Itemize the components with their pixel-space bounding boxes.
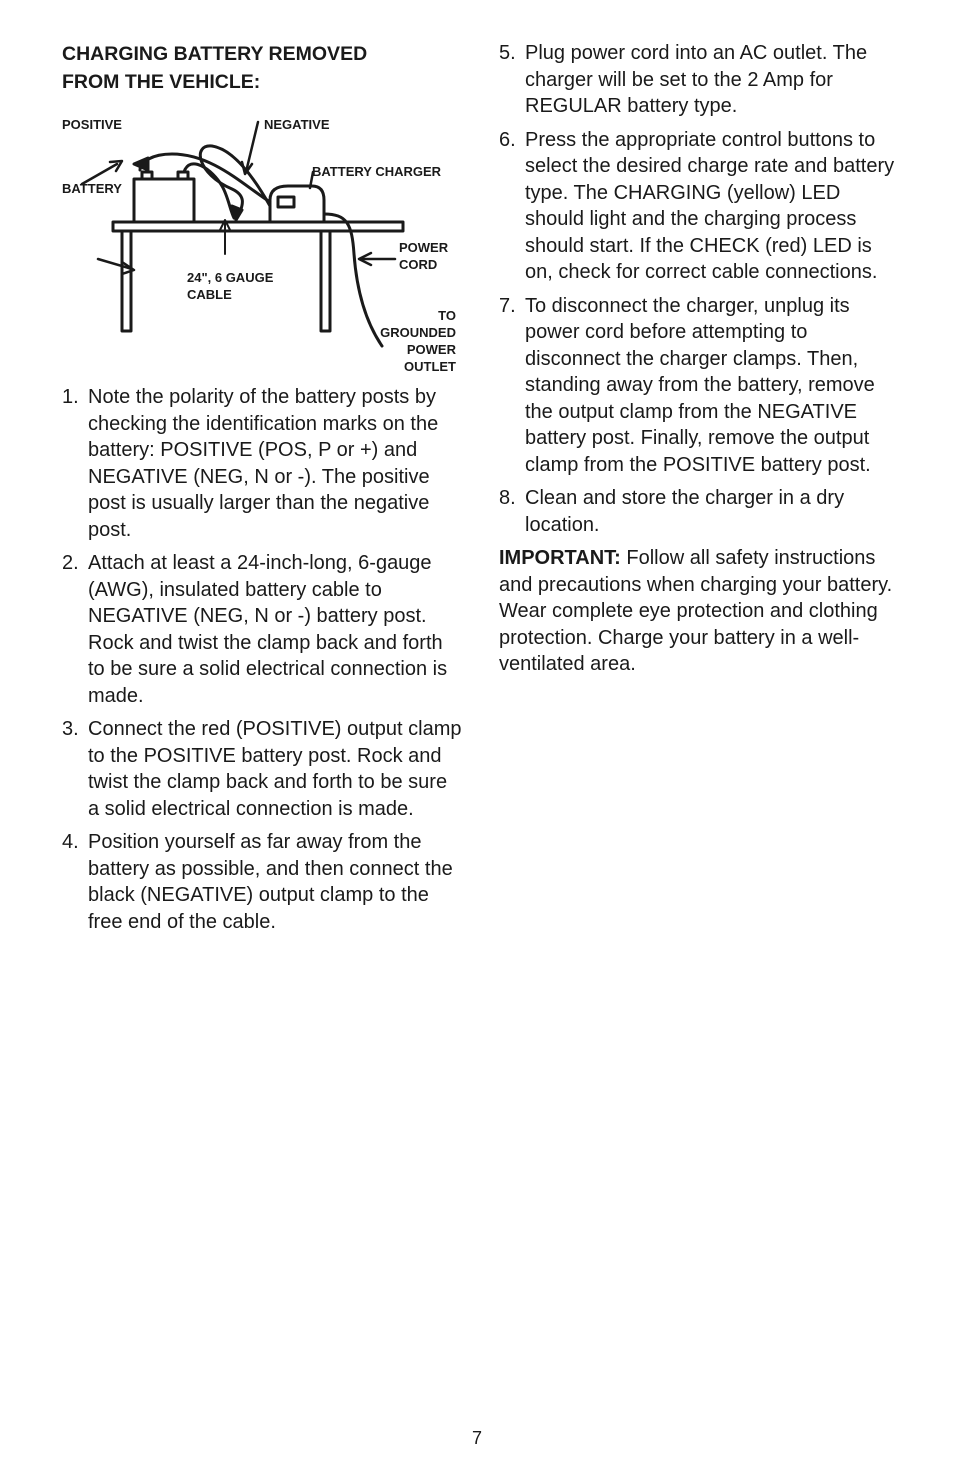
list-item — [499, 40, 899, 120]
step-number: 5. — [499, 42, 516, 64]
charging-diagram — [62, 114, 462, 384]
step-text: Clean and store the charger in a dry location. — [525, 487, 845, 536]
step-text: Press the appropriate control buttons to select the desired charge rate and battery type. The CHARGING (yellow) LED should light and the charging process should start. If the CHECK (red) LED is on, check for correct cable connections. — [525, 128, 895, 283]
step-number: 3. — [62, 718, 79, 740]
power-cord-label: POWER CORD — [399, 240, 449, 272]
step-number: 7. — [499, 294, 516, 317]
battery-label: BATTERY — [62, 181, 122, 196]
important-text: Follow all safety instructions and precautions when charging your battery. Wear complete eye protection and clothing protection. Charge your battery in a well-ventilated area. — [499, 547, 893, 675]
list-item — [62, 829, 462, 935]
left-step-list — [62, 384, 462, 935]
list-item — [62, 550, 462, 709]
outlet-label: TO GROUNDED POWER OUTLET — [380, 308, 456, 374]
list-item — [499, 293, 899, 479]
step-text: Connect the red (POSITIVE) output clamp to the POSITIVE battery post. Rock and twist the clamp back and forth to be sure a solid electrical connection is made. — [88, 718, 462, 820]
step-number: 8. — [499, 487, 516, 509]
right-column — [499, 40, 899, 678]
step-number: 1. — [62, 386, 79, 408]
list-item — [62, 384, 462, 543]
list-item — [499, 485, 899, 538]
important-note — [499, 545, 899, 678]
section-heading: CHARGING BATTERY REMOVED FROM THE VEHICLE: — [62, 43, 368, 93]
right-step-list — [499, 40, 899, 538]
list-item — [62, 716, 462, 822]
step-number: 2. — [62, 552, 79, 574]
left-column — [62, 40, 462, 942]
page-number: 7 — [471, 1428, 482, 1448]
step-text: Position yourself as far away from the battery as possible, and then connect the black (NEGATIVE) output clamp to the free end of the cable. — [88, 831, 453, 933]
positive-label: POSITIVE — [62, 117, 122, 132]
cable-label: 24", 6 GAUGE CABLE — [187, 270, 274, 302]
step-number: 6. — [499, 128, 516, 151]
step-text: Note the polarity of the battery posts by checking the identification marks on the battery: POSITIVE (POS, P or +) and NEGATIVE (NEG, N or -). The positive post is usually larger than the negative post. — [88, 386, 439, 541]
list-item — [499, 127, 899, 286]
battery-charger-label: BATTERY CHARGER — [312, 164, 442, 179]
negative-label: NEGATIVE — [264, 117, 330, 132]
step-text: Attach at least a 24-inch-long, 6-gauge (AWG), insulated battery cable to NEGATIVE (NEG, N or -) battery post. Rock and twist the clamp back and forth to be sure a solid electrical connection is made. — [88, 552, 448, 707]
step-number: 4. — [62, 831, 79, 853]
step-text: To disconnect the charger, unplug its power cord before attempting to disconnect the charger clamps. Then, standing away from the battery, remove the output clamp from the NEGATIVE battery post. Finally, remove the output clamp from the POSITIVE battery post. — [525, 294, 875, 476]
important-label: IMPORTANT: — [499, 547, 621, 569]
step-text: Plug power cord into an AC outlet. The charger will be set to the 2 Amp for REGULAR battery type. — [525, 42, 868, 117]
